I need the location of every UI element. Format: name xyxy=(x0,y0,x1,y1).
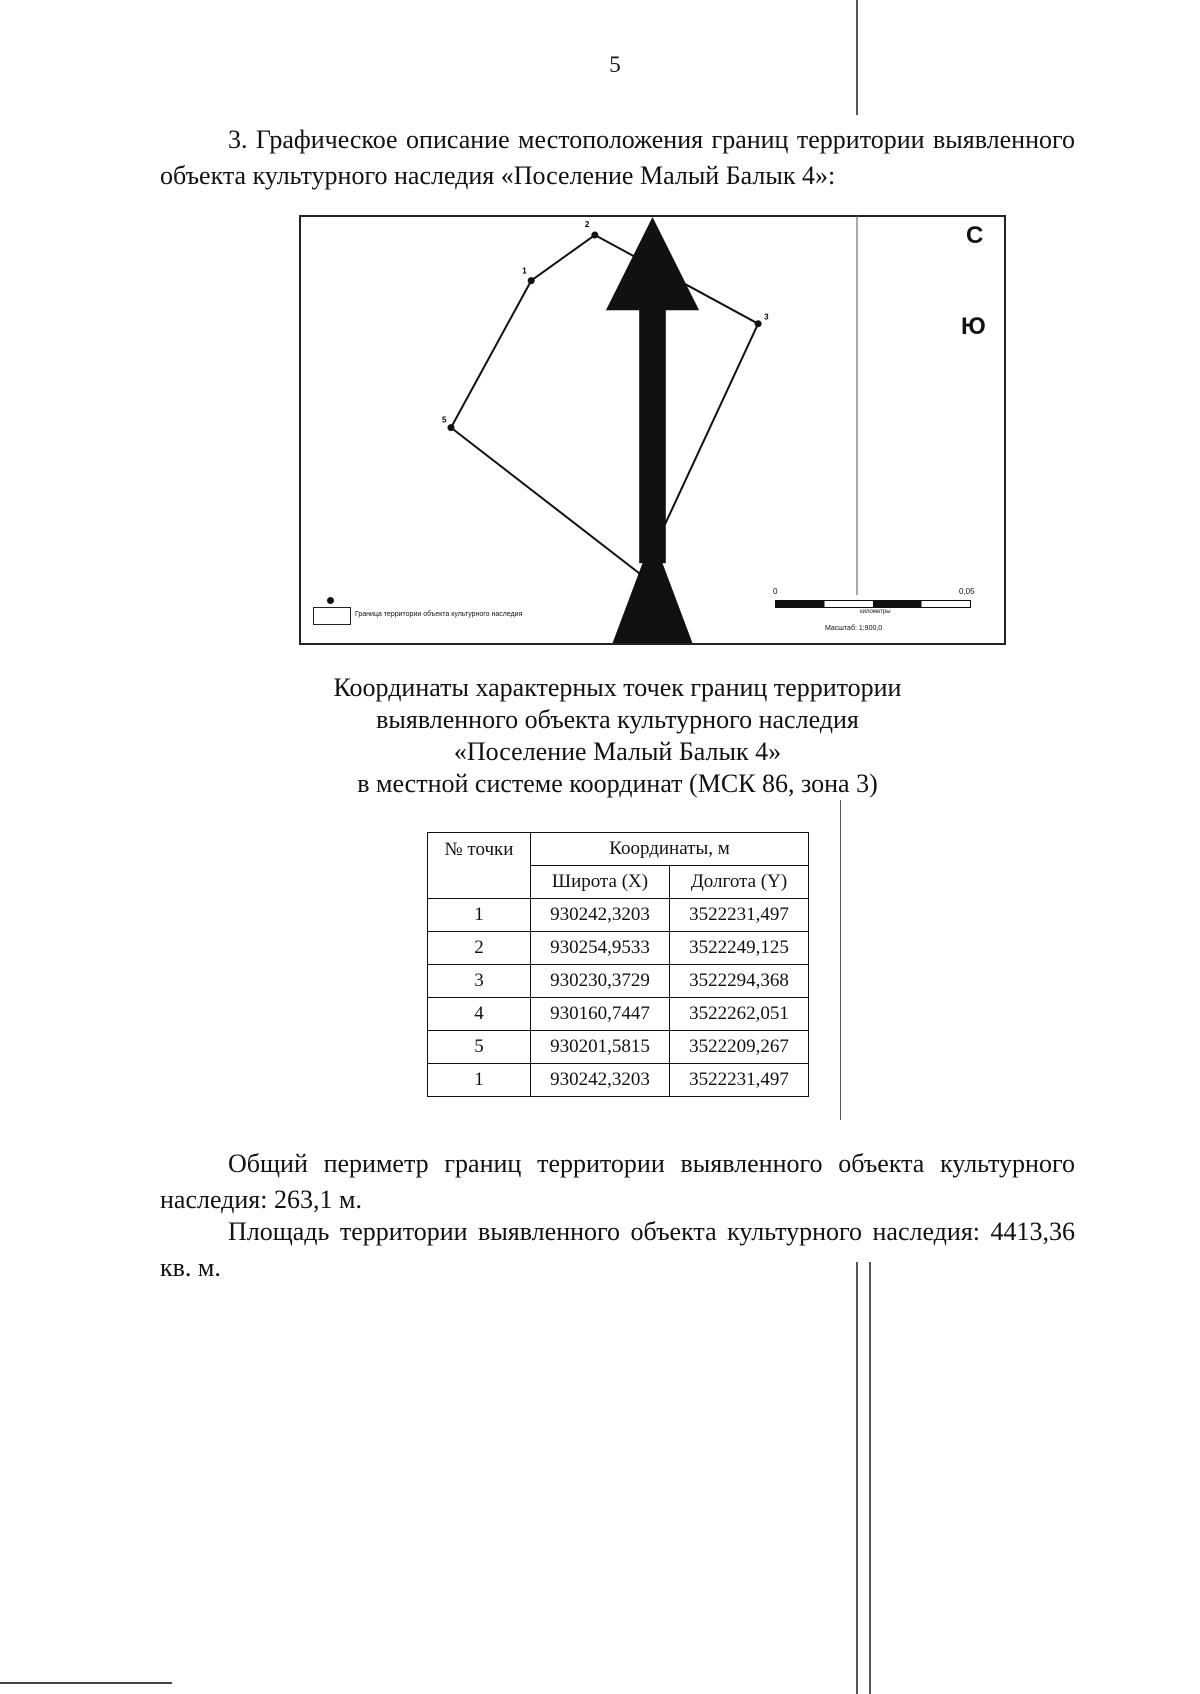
page-number: 5 xyxy=(609,52,621,77)
y-cell: 3522294,368 xyxy=(670,965,809,998)
col-x-header: Широта (X) xyxy=(531,866,670,899)
y-cell: 3522249,125 xyxy=(670,932,809,965)
scale-end: 0,05 xyxy=(959,587,975,596)
area-value: Площадь территории выявленного объекта культурного наследия: 4413,36 кв. м. xyxy=(160,1217,1075,1282)
x-cell: 930160,7447 xyxy=(531,998,670,1031)
boundary-map xyxy=(299,215,1006,645)
north-arrow-icon xyxy=(301,217,1004,643)
south-label: Ю xyxy=(961,313,986,340)
y-cell: 3522231,497 xyxy=(670,899,809,932)
section-heading-text: 3. Графическое описание местоположения границ территории выявленного объекта культурного наследия «Поселение Малый Балык 4»: xyxy=(160,125,1075,190)
point-cell: 3 xyxy=(428,965,531,998)
y-cell: 3522262,051 xyxy=(670,998,809,1031)
table-row xyxy=(428,932,809,965)
boundary-point-label-1: 1 xyxy=(522,266,527,276)
y-cell: 3522209,267 xyxy=(670,1031,809,1064)
x-cell: 930201,5815 xyxy=(531,1031,670,1064)
col-y-header: Долгота (Y) xyxy=(670,866,809,899)
x-cell: 930254,9533 xyxy=(531,932,670,965)
coords-title-line: в местной системе координат (МСК 86, зона 3) xyxy=(357,769,878,798)
scan-margin-line xyxy=(856,0,858,115)
point-cell: 5 xyxy=(428,1031,531,1064)
col-point-header: № точки xyxy=(428,833,531,899)
area-text xyxy=(160,1214,1075,1286)
table-row xyxy=(428,998,809,1031)
coords-title-line: «Поселение Малый Балык 4» xyxy=(453,737,782,766)
col-coords-header: Координаты, м xyxy=(531,833,809,866)
scan-margin-line xyxy=(856,1262,858,1694)
coords-table xyxy=(427,832,809,1097)
north-label: С xyxy=(966,222,984,249)
point-cell: 4 xyxy=(428,998,531,1031)
coords-title-line: выявленного объекта культурного наследия xyxy=(376,705,859,734)
boundary-point-label-2: 2 xyxy=(584,220,590,229)
legend-boundary-icon xyxy=(313,607,351,625)
x-cell: 930242,3203 xyxy=(531,899,670,932)
x-cell: 930242,3203 xyxy=(531,1064,670,1097)
scan-margin-line xyxy=(869,1262,871,1694)
coords-title-line: Координаты характерных точек границ территории xyxy=(333,673,902,702)
table-row xyxy=(428,1064,809,1097)
section-heading xyxy=(160,122,1075,194)
x-cell: 930230,3729 xyxy=(531,965,670,998)
perimeter-value: Общий периметр границ территории выявленного объекта культурного наследия: 263,1 м. xyxy=(160,1149,1075,1214)
table-row xyxy=(428,965,809,998)
boundary-point-label-5: 5 xyxy=(442,415,447,425)
scan-margin-line xyxy=(856,215,858,595)
scale-bar xyxy=(775,600,971,608)
legend-point-icon xyxy=(327,597,334,604)
scale-start: 0 xyxy=(773,587,778,596)
point-cell: 1 xyxy=(428,899,531,932)
scale-ratio: Масштаб: 1:900,0 xyxy=(825,625,883,632)
scan-margin-line xyxy=(840,800,841,1120)
legend-text: Граница территории объекта культурного наследия xyxy=(355,611,523,618)
bottom-rule xyxy=(0,1682,172,1684)
scale-units: километры xyxy=(860,609,891,615)
coords-title xyxy=(260,672,975,800)
y-cell: 3522231,497 xyxy=(670,1064,809,1097)
perimeter-text xyxy=(160,1146,1075,1218)
point-cell: 2 xyxy=(428,932,531,965)
table-row xyxy=(428,899,809,932)
boundary-point-label-3: 3 xyxy=(764,312,769,322)
point-cell: 1 xyxy=(428,1064,531,1097)
table-row xyxy=(428,1031,809,1064)
